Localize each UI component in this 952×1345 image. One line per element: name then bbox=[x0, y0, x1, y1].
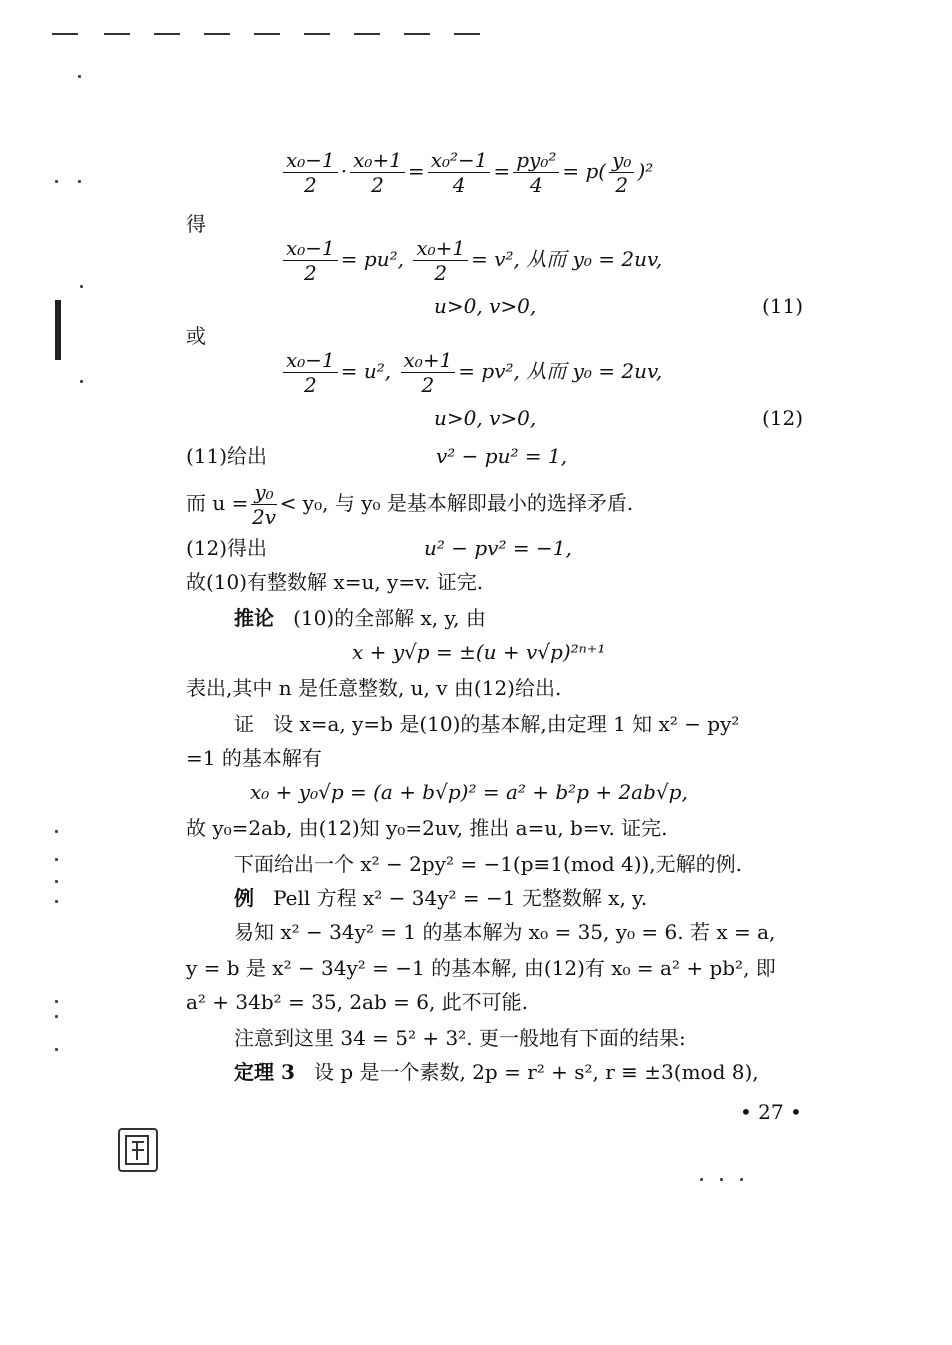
example-line bbox=[234, 884, 647, 912]
proof-equation: x₀ + y₀√p = (a + b√p)² = a² + b²p + 2ab√p, bbox=[250, 780, 688, 804]
denominator: 2v bbox=[252, 505, 277, 529]
scan-speck bbox=[740, 1178, 743, 1181]
fraction bbox=[251, 480, 276, 529]
text-huo: 或 bbox=[186, 324, 206, 348]
fraction bbox=[283, 148, 338, 197]
numerator: x₀−1 bbox=[283, 148, 338, 173]
scan-speck bbox=[80, 380, 83, 383]
proof-line-3: 故 y₀=2ab, 由(12)知 y₀=2uv, 推出 a=u, b=v. 证完. bbox=[186, 816, 668, 840]
denominator: 4 bbox=[452, 173, 466, 197]
denominator: 4 bbox=[529, 173, 543, 197]
text-conclusion: 故(10)有整数解 x=u, y=v. 证完. bbox=[186, 570, 484, 594]
denominator: 2 bbox=[304, 173, 317, 197]
numerator: x₀²−1 bbox=[428, 148, 491, 173]
proof-label: 证 bbox=[234, 712, 254, 736]
scan-dash bbox=[354, 33, 380, 35]
fraction bbox=[350, 148, 405, 197]
equation-text: = pv², 从而 y₀ = 2uv, bbox=[458, 359, 663, 383]
equation-case-11 bbox=[280, 236, 662, 285]
scan-dash bbox=[304, 33, 330, 35]
equation-number-11: (11) bbox=[762, 294, 804, 318]
scan-speck bbox=[78, 180, 81, 183]
corollary-equation: x + y√p = ±(u + v√p)²ⁿ⁺¹ bbox=[352, 640, 606, 664]
scan-speck bbox=[55, 900, 58, 903]
operator: = bbox=[493, 159, 511, 183]
scan-dash bbox=[104, 33, 130, 35]
scan-speck bbox=[55, 858, 58, 861]
proof-line-1 bbox=[234, 710, 739, 738]
numerator: x₀+1 bbox=[401, 348, 456, 373]
denominator: 2 bbox=[304, 261, 317, 285]
scan-speck bbox=[78, 75, 81, 78]
numerator: x₀+1 bbox=[350, 148, 405, 173]
scan-speck bbox=[55, 830, 58, 833]
text-contradiction bbox=[186, 480, 633, 529]
stamp-glyph-icon bbox=[120, 1130, 156, 1170]
fraction bbox=[413, 236, 468, 285]
scan-dash bbox=[404, 33, 430, 35]
numerator: x₀−1 bbox=[283, 348, 338, 373]
numerator: y₀ bbox=[251, 480, 276, 505]
scan-dash bbox=[204, 33, 230, 35]
scan-dash bbox=[454, 33, 480, 35]
text-expressed: 表出,其中 n 是任意整数, u, v 由(12)给出. bbox=[186, 676, 562, 700]
label-12-gives: (12)得出 bbox=[186, 536, 268, 560]
fraction bbox=[283, 348, 338, 397]
equation-number-12: (12) bbox=[762, 406, 804, 430]
theorem-label: 定理 3 bbox=[234, 1060, 295, 1084]
condition-11: u>0, v>0, bbox=[434, 294, 537, 318]
library-stamp bbox=[118, 1128, 158, 1172]
text-example-intro: 下面给出一个 x² − 2py² = −1(p≡1(mod 4)),无解的例. bbox=[234, 852, 743, 876]
equation-12-gives: u² − pv² = −1, bbox=[424, 536, 572, 560]
fraction bbox=[609, 148, 634, 197]
scan-dash bbox=[52, 33, 78, 35]
text-de: 得 bbox=[186, 212, 206, 236]
example-solution-3: a² + 34b² = 35, 2ab = 6, 此不可能. bbox=[186, 990, 529, 1014]
fraction bbox=[401, 348, 456, 397]
equation-text: = u², bbox=[340, 359, 392, 383]
operator: · bbox=[340, 159, 348, 183]
denominator: 2 bbox=[434, 261, 448, 285]
denominator: 2 bbox=[421, 373, 435, 397]
scan-speck bbox=[55, 880, 58, 883]
operator: )² bbox=[637, 159, 654, 183]
equation-text: = pu², bbox=[340, 247, 404, 271]
fraction-equation bbox=[280, 148, 653, 197]
fraction bbox=[428, 148, 491, 197]
proof-text: 设 x=a, y=b 是(10)的基本解,由定理 1 知 x² − py² bbox=[273, 712, 740, 736]
corollary-label: 推论 bbox=[234, 606, 274, 630]
equation-text: = v², 从而 y₀ = 2uv, bbox=[471, 247, 663, 271]
text: 而 u = bbox=[186, 491, 249, 515]
binding-mark bbox=[55, 300, 61, 360]
theorem-text: 设 p 是一个素数, 2p = r² + s², r ≡ ±3(mod 8), bbox=[313, 1060, 759, 1084]
denominator: 2 bbox=[304, 373, 317, 397]
example-solution-2: y = b 是 x² − 34y² = −1 的基本解, 由(12)有 x₀ = a² + pb², 即 bbox=[186, 956, 776, 980]
scan-speck bbox=[80, 285, 83, 288]
scan-dash bbox=[254, 33, 280, 35]
theorem-line bbox=[234, 1058, 759, 1086]
numerator: x₀−1 bbox=[283, 236, 338, 261]
operator: = p( bbox=[562, 159, 607, 183]
example-text: Pell 方程 x² − 34y² = −1 无整数解 x, y. bbox=[273, 886, 648, 910]
condition-12: u>0, v>0, bbox=[434, 406, 537, 430]
page-number: • 27 • bbox=[740, 1100, 802, 1124]
example-label: 例 bbox=[234, 886, 254, 910]
numerator: x₀+1 bbox=[413, 236, 468, 261]
equation-case-12 bbox=[280, 348, 662, 397]
numerator: y₀ bbox=[609, 148, 634, 173]
corollary-line bbox=[234, 604, 486, 632]
equation-11-gives: v² − pu² = 1, bbox=[436, 444, 568, 468]
proof-line-2: =1 的基本解有 bbox=[186, 746, 322, 770]
denominator: 2 bbox=[371, 173, 384, 197]
numerator: py₀² bbox=[513, 148, 559, 173]
scan-speck bbox=[55, 180, 58, 183]
scan-speck bbox=[55, 1000, 58, 1003]
corollary-text: (10)的全部解 x, y, 由 bbox=[293, 606, 486, 630]
fraction bbox=[513, 148, 559, 197]
scan-dash bbox=[154, 33, 180, 35]
scan-speck bbox=[700, 1178, 703, 1181]
denominator: 2 bbox=[615, 173, 629, 197]
text-note: 注意到这里 34 = 5² + 3². 更一般地有下面的结果: bbox=[234, 1026, 686, 1050]
example-solution-1: 易知 x² − 34y² = 1 的基本解为 x₀ = 35, y₀ = 6. 若 x = a, bbox=[234, 920, 776, 944]
label-11-gives: (11)给出 bbox=[186, 444, 268, 468]
scan-speck bbox=[55, 1015, 58, 1018]
operator: = bbox=[407, 159, 425, 183]
scan-speck bbox=[720, 1178, 723, 1181]
fraction bbox=[283, 236, 338, 285]
text: < y₀, 与 y₀ 是基本解即最小的选择矛盾. bbox=[279, 491, 634, 515]
scan-speck bbox=[55, 1048, 58, 1051]
